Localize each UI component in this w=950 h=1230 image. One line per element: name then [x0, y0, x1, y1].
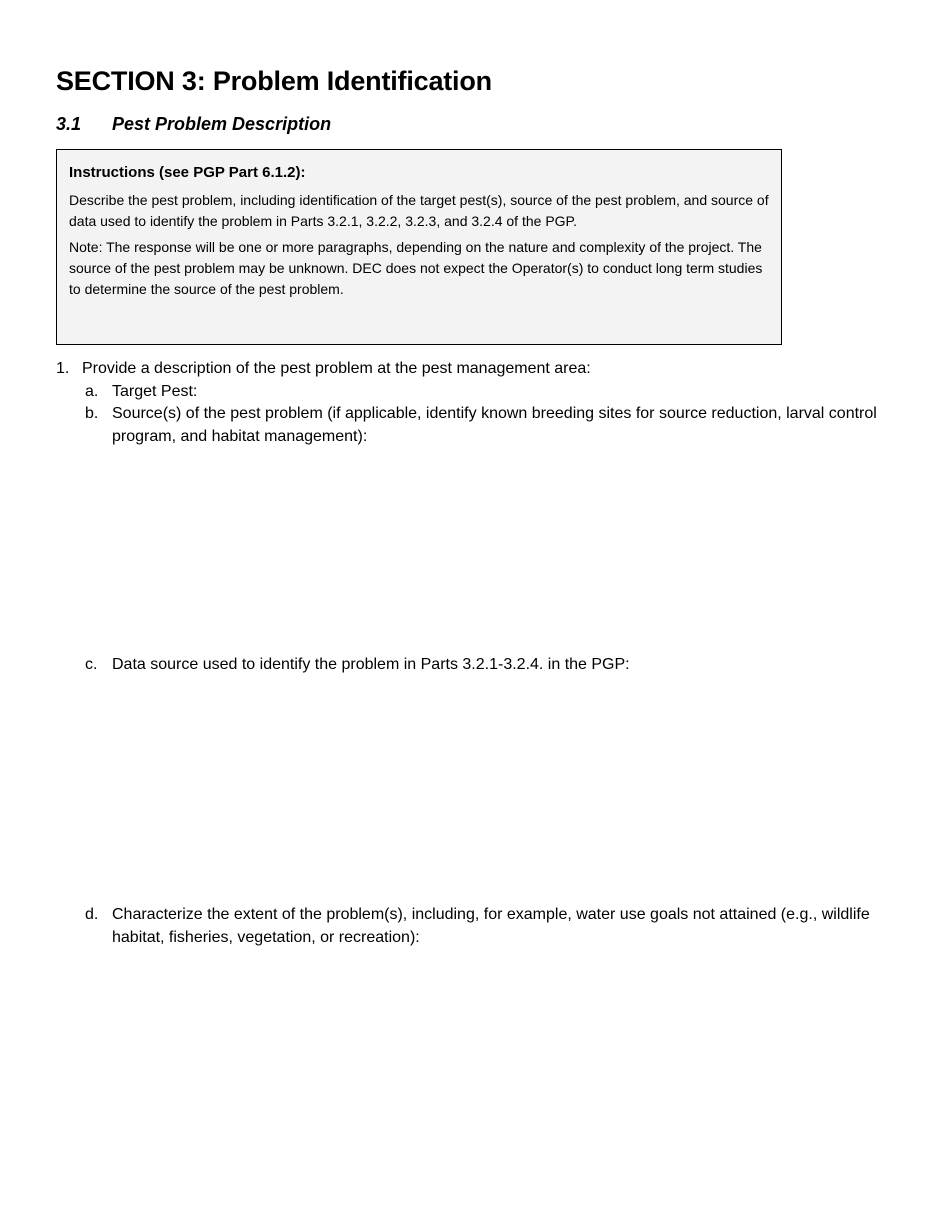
question-1a-text: Target Pest:	[112, 383, 198, 400]
question-1b	[85, 402, 885, 448]
question-1c-text: Data source used to identify the problem in Parts 3.2.1-3.2.4. in the PGP:	[112, 656, 630, 673]
subsection-number: 3.1	[56, 114, 82, 134]
question-1b-marker: b.	[85, 405, 99, 422]
question-1-text: Provide a description of the pest problem at the pest management area:	[82, 360, 591, 377]
question-1a	[85, 380, 885, 403]
question-1d	[85, 903, 885, 949]
subsection-heading	[56, 114, 331, 135]
question-1d-marker: d.	[85, 906, 99, 923]
question-1c	[85, 653, 885, 676]
instructions-box	[56, 149, 782, 345]
question-1a-marker: a.	[85, 383, 99, 400]
instructions-paragraph-2: Note: The response will be one or more paragraphs, depending on the nature and complexity of the project. The source of the pest problem may be unknown. DEC does not expect the Operator(s) to conduct long term studies to determine the source of the pest problem.	[69, 239, 763, 297]
instructions-paragraph-1: Describe the pest problem, including identification of the target pest(s), source of the pest problem, and source of data used to identify the problem in Parts 3.2.1, 3.2.2, 3.2.3, and 3.2.4 of the PGP.	[69, 192, 769, 229]
question-1c-marker: c.	[85, 656, 98, 673]
instructions-heading: Instructions (see PGP Part 6.1.2):	[69, 164, 306, 181]
question-1b-text: Source(s) of the pest problem (if applicable, identify known breeding sites for source reduction, larval control program, and habitat management):	[112, 405, 877, 445]
question-1	[56, 357, 886, 380]
subsection-title: Pest Problem Description	[112, 114, 332, 134]
section-title: SECTION 3: Problem Identification	[56, 66, 492, 96]
question-1d-text: Characterize the extent of the problem(s), including, for example, water use goals not attained (e.g., wildlife habitat, fisheries, vegetation, or recreation):	[112, 906, 870, 946]
question-1-marker: 1.	[56, 360, 70, 377]
